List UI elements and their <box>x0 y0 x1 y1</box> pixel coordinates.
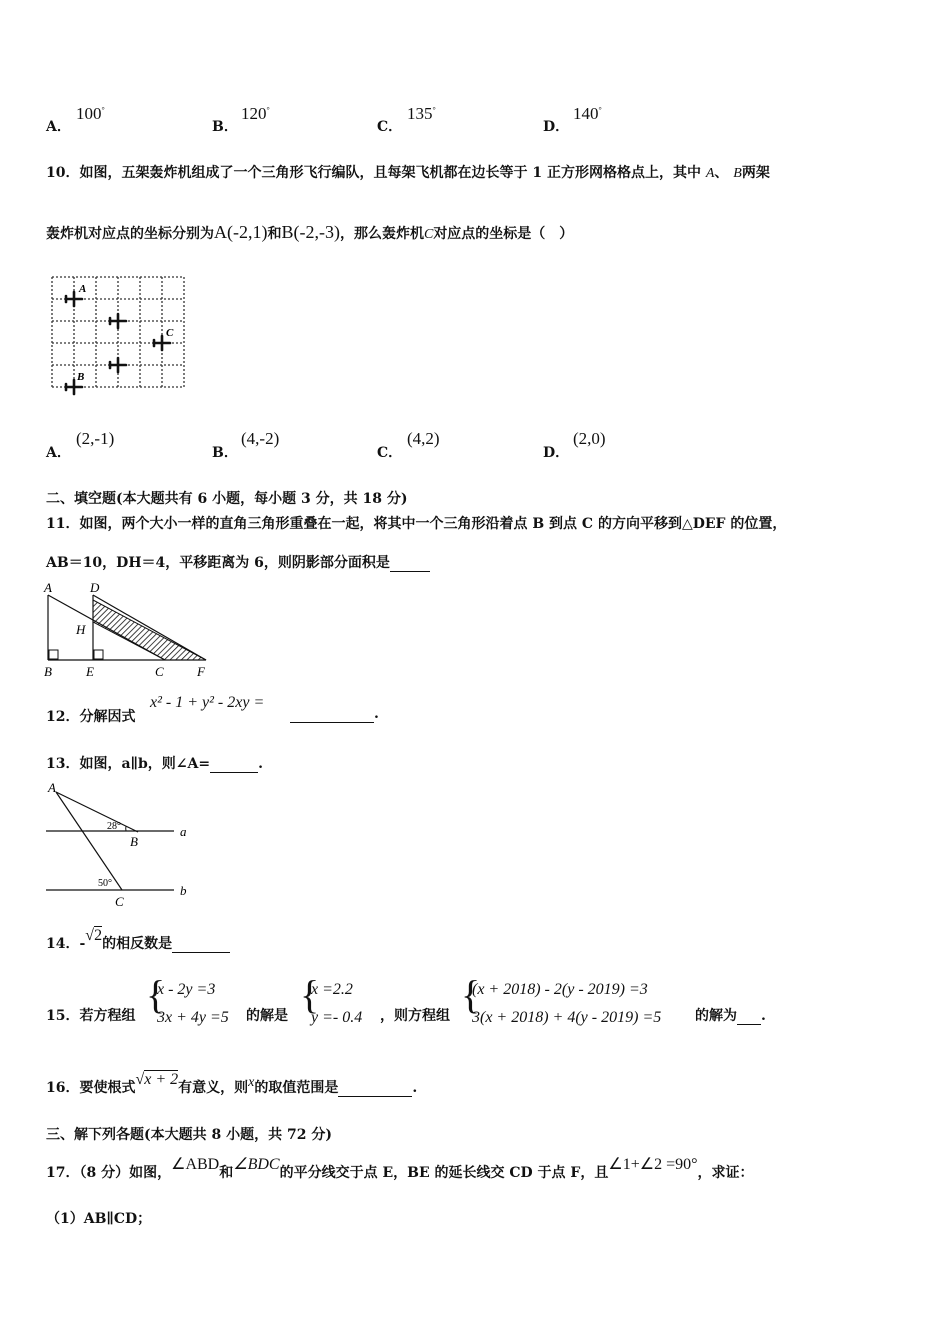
sqrt-2: √2 <box>85 927 103 944</box>
q17-line1: 17．（8 分）如图，∠ABD和∠BDC的平分线交于点 E，BE 的延长线交 CD 于点 F，且∠1+∠2 =90°，求证： <box>46 1156 754 1181</box>
q10-option-a-value: (2,-1) <box>76 429 115 448</box>
q10-option-c-value: (4,2) <box>407 429 440 448</box>
q10-option-c: C． <box>377 445 403 461</box>
q15-system-1: x - 2y =3 3x + 4y =5 <box>157 981 229 1026</box>
q9-option-a-value: 100° <box>76 104 105 123</box>
section2-title: 二、填空题(本大题共有 6 小题，每小题 3 分，共 18 分) <box>46 491 408 507</box>
q10-option-d-value: (2,0) <box>573 429 606 448</box>
q10-line2: 轰炸机对应点的坐标分别为A(-2,1)和B(-2,-3)，那么轰炸机C对应点的坐标是（ ） <box>46 222 574 242</box>
q10-line1: 10．如图，五架轰炸机组成了一个三角形飞行编队，且每架飞机都在边长等于 1 正方形网格格点上，其中 A、 B两架 <box>46 165 770 181</box>
label-a: A <box>79 283 87 295</box>
q10-option-d: D． <box>543 445 570 461</box>
q10-option-b-value: (4,-2) <box>241 429 280 448</box>
q10-option-b: B． <box>212 445 238 461</box>
q9-option-b: B． <box>212 119 238 135</box>
sqrt-x-plus-2: √x + 2 <box>135 1071 179 1088</box>
q13-parallel-lines-figure <box>42 780 207 910</box>
label-a: A <box>44 580 52 595</box>
label-c: C <box>155 664 164 679</box>
q9-option-a: A． <box>46 119 71 135</box>
label-d: D <box>90 580 100 595</box>
q12-blank: . <box>290 706 379 723</box>
q9-option-d: D． <box>543 119 570 135</box>
label-e: E <box>86 664 94 679</box>
label-line-b: b <box>180 883 187 898</box>
brace-1: { <box>146 972 166 1017</box>
label-c: C <box>166 327 174 339</box>
label-b-point: B <box>130 834 138 849</box>
label-b: B <box>77 371 85 383</box>
q10-grid-figure <box>48 272 190 397</box>
brace-3: { <box>461 972 481 1017</box>
label-f: F <box>197 664 205 679</box>
label-line-a: a <box>180 824 187 839</box>
q14: 14．-√2的相反数是 <box>46 933 230 953</box>
q13-text: 13．如图，a∥b，则∠A= . <box>46 756 263 772</box>
q17-part1: （1）AB∥CD； <box>46 1211 152 1227</box>
plane-icon <box>110 358 126 372</box>
q9-option-c: C． <box>377 119 403 135</box>
q11-line2: AB＝10，DH＝4，平移距离为 6，则阴影部分面积是 <box>46 552 430 572</box>
plane-icon <box>110 314 126 328</box>
label-a-point: A <box>48 780 56 795</box>
label-b: B <box>44 664 52 679</box>
q15-mid1: 的解是 <box>246 1008 288 1024</box>
q15-prefix: 15．若方程组 <box>46 1008 136 1024</box>
label-h: H <box>76 622 86 637</box>
q15-solution: x =2.2 y =- 0.4 <box>311 981 363 1026</box>
q15-end: 的解为 . <box>695 1008 766 1024</box>
q9-option-d-value: 140° <box>573 104 602 123</box>
brace-2: { <box>300 972 320 1017</box>
q9-option-b-value: 120° <box>241 104 270 123</box>
angle-50: 50° <box>98 878 112 889</box>
angle-28: 28° <box>107 821 121 832</box>
section3-title: 三、解下列各题(本大题共 8 小题，共 72 分) <box>46 1127 332 1143</box>
q9-option-c-value: 135° <box>407 104 436 123</box>
q11-line1: 11．如图，两个大小一样的直角三角形重叠在一起，将其中一个三角形沿着点 B 到点 C 的方向平移到△DEF 的位置， <box>46 516 787 532</box>
q10-option-a: A． <box>46 445 71 461</box>
q12-expression: x² - 1 + y² - 2xy = <box>150 694 265 711</box>
q15-mid2: ，则方程组 <box>380 1008 450 1024</box>
label-c-point: C <box>115 894 124 909</box>
q15-system-2: (x + 2018) - 2(y - 2019) =3 3(x + 2018) + 4(y - 2019) =5 <box>472 981 662 1026</box>
q16: 16．要使根式√x + 2有意义，则x的取值范围是 . <box>46 1071 418 1096</box>
q12: 12．分解因式 <box>46 709 136 725</box>
q11-triangle-figure <box>40 580 215 680</box>
